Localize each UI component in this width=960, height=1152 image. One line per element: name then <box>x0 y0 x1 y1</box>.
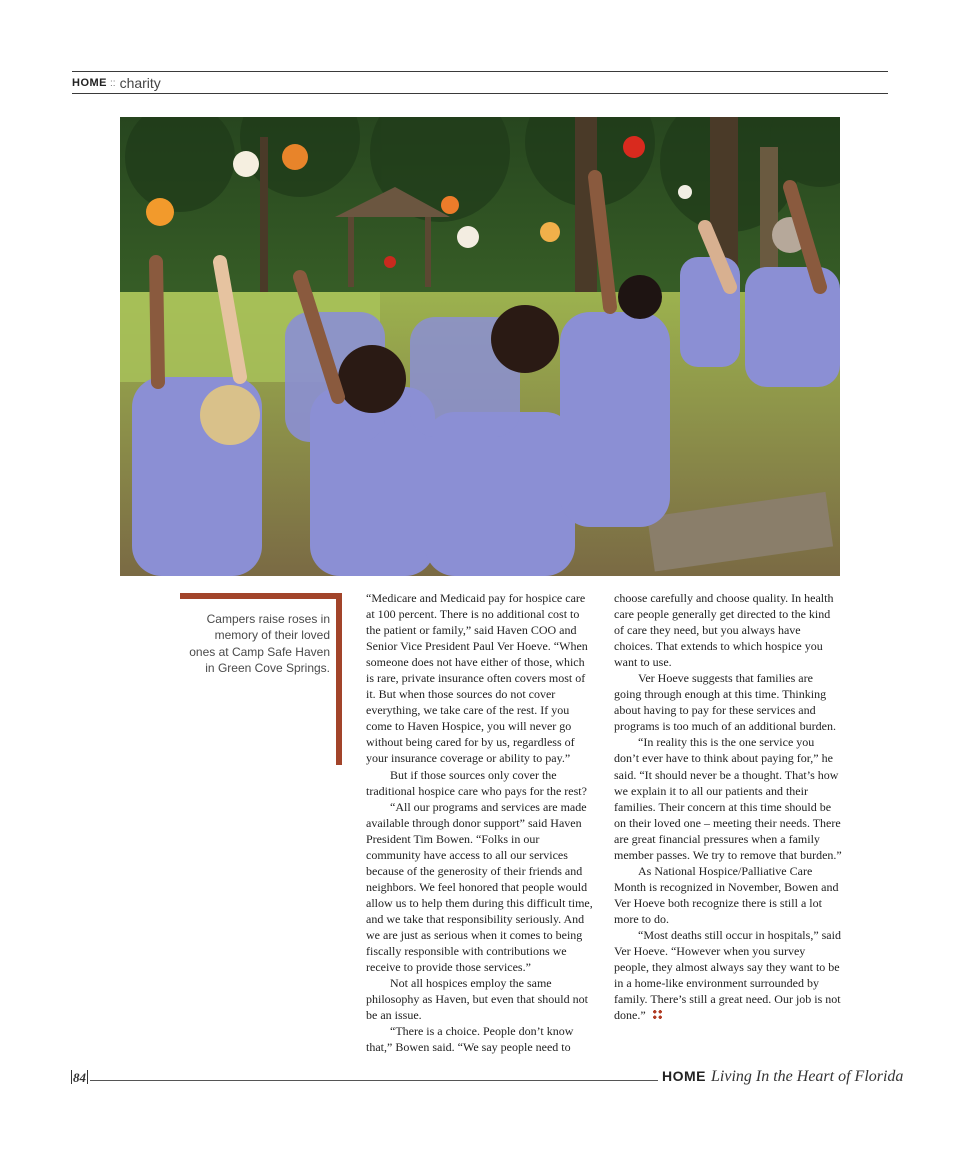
article-column-1 <box>366 590 594 1055</box>
footer-home-label: HOME <box>662 1068 706 1084</box>
header-separator: :: <box>110 77 116 89</box>
paragraph: But if those sources only cover the traditional hospice care who pays for the rest? <box>366 767 587 798</box>
camp-roses-photo <box>120 117 840 576</box>
paragraph: choose carefully and choose quality. In health care people generally get directed to the kind of care they need, but you always have choices. That extends to which hospice you want to use. <box>614 591 834 670</box>
paragraph: As National Hospice/Palliative Care Month is recognized in November, Bowen and Ver Hoeve both recognize there is still a lot more to do. <box>614 863 839 926</box>
photo-caption: Campers raise roses in memory of their loved ones at Camp Safe Haven in Green Cove Springs. <box>189 612 330 676</box>
article-column-2 <box>614 590 842 1023</box>
paragraph-text: “Most deaths still occur in hospitals,” said Ver Hoeve. “However when you survey people, they almost always say they want to be in a home-like environment surrounded by family. There’s still a great need. Our job is not done.” <box>614 927 841 1023</box>
paragraph: Not all hospices employ the same philosophy as Haven, but even that should not be an issue. <box>366 976 588 1023</box>
header-section-label: charity <box>119 75 161 91</box>
paragraph: “There is a choice. People don’t know that,” Bowen said. “We say people need to <box>366 1024 574 1055</box>
paragraph: “All our programs and services are made available through donor support” said Haven President Tim Bowen. “Folks in our community have access to all our services because of the generosity of their friends and neighbors. We feel honored that people would allow us to help them during this difficult time, and we take that responsibility seriously. And we are just as serious when it comes to being fiscally responsible with contributions we receive to provide those services.” <box>366 799 593 975</box>
page-number <box>70 1070 89 1086</box>
header-bottom-rule <box>72 93 888 94</box>
paragraph-last <box>614 927 842 1023</box>
paragraph: “Medicare and Medicaid pay for hospice care at 100 percent. There is no additional cost to the patient or family,” said Haven COO and Senior Vice President Paul Ver Hoeve. “When someone does not have either of those, which is rare, private insurance often covers most of it. But when those sources do not cover everything, we take care of the rest. If you come to Haven Hospice, you will never go without being cared for by us, regardless of your insurance coverage or ability to pay.” <box>366 591 588 766</box>
footer-tagline: Living In the Heart of Florida <box>711 1068 904 1085</box>
footer-rule <box>90 1080 658 1081</box>
paragraph: Ver Hoeve suggests that families are going through enough at this time. Thinking about having to pay for these services and programs is too much of an additional burden. <box>614 671 836 734</box>
page-number-text: 84 <box>73 1070 86 1085</box>
section-header <box>72 74 161 92</box>
end-mark-icon <box>652 1009 663 1020</box>
header-home-label: HOME <box>72 77 107 89</box>
footer-brand <box>662 1068 903 1086</box>
header-top-rule <box>72 71 888 72</box>
paragraph: “In reality this is the one service you don’t ever have to think about paying for,” he said. “It should never be a thought. That’s how we explain it to all our patients and their families. Their concern at this time should be on their loved one – meeting their needs. There are great financial pressures when a family member passes. We try to remove that burden.” <box>614 735 842 862</box>
